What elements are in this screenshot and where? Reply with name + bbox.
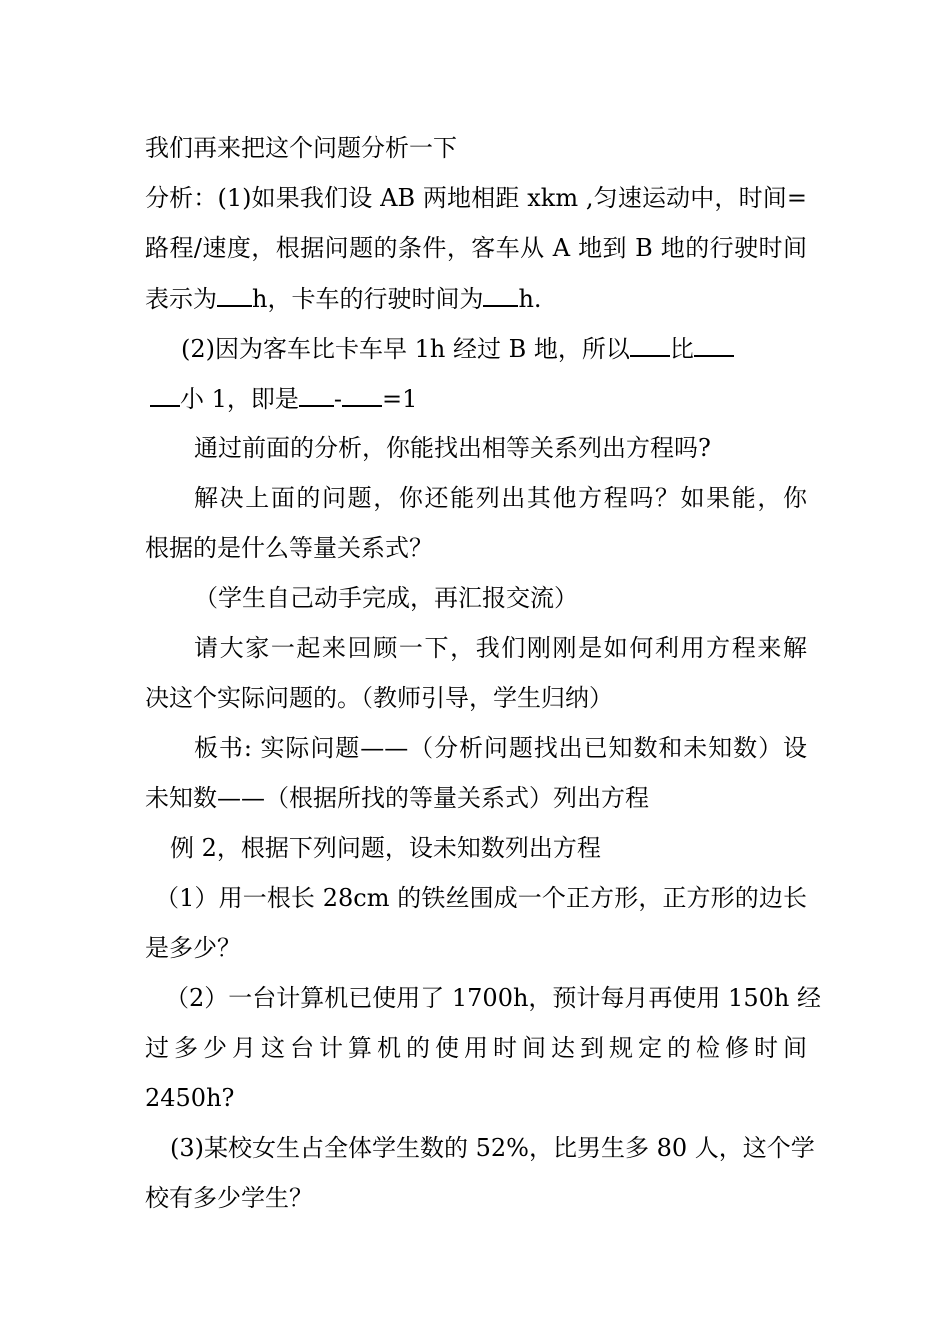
analysis-line-3-a: 表示为 <box>145 285 217 313</box>
blank-compare-2-cont[interactable] <box>150 383 180 407</box>
blank-minuend[interactable] <box>299 383 334 407</box>
analysis-line-1: 分析：(1)如果我们设 AB 两地相距 xkm ,匀速运动中，时间= <box>145 184 807 212</box>
question-2-line-1: （2）一台计算机已使用了 1700h，预计每月再使用 150h 经 <box>165 984 821 1012</box>
analysis-line-5-c: =1 <box>382 385 418 413</box>
analysis-line-3-c: h. <box>518 285 542 313</box>
question-1-line-2: 是多少？ <box>145 934 241 962</box>
blank-truck-time[interactable] <box>483 283 518 307</box>
analysis-line-3-b: h，卡车的行驶时间为 <box>252 285 484 313</box>
question-2-line-3: 2450h? <box>145 1084 235 1112</box>
find-relation-line: 通过前面的分析，你能找出相等关系列出方程吗? <box>194 434 711 462</box>
board-line-2: 未知数——（根据所找的等量关系式）列出方程 <box>145 784 649 812</box>
example-title: 例 2，根据下列问题，设未知数列出方程 <box>170 834 601 862</box>
blank-compare-1[interactable] <box>630 333 670 357</box>
board-line-1: 板书: 实际问题——（分析问题找出已知数和未知数）设 <box>194 734 807 762</box>
intro-line: 我们再来把这个问题分析一下 <box>145 134 457 162</box>
other-equations-line-1: 解决上面的问题，你还能列出其他方程吗？如果能，你 <box>194 484 807 512</box>
analysis-line-4-b: 比 <box>669 335 694 363</box>
blank-bus-time[interactable] <box>217 283 252 307</box>
students-line: （学生自己动手完成，再汇报交流） <box>194 584 578 612</box>
analysis-line-4 <box>181 333 734 363</box>
analysis-line-3 <box>145 283 542 313</box>
question-1-line-1: （1）用一根长 28cm 的铁丝围成一个正方形，正方形的边长 <box>155 884 807 912</box>
question-2-line-2: 过多少月这台计算机的使用时间达到规定的检修时间 <box>145 1034 807 1062</box>
blank-subtrahend[interactable] <box>342 383 382 407</box>
review-line-2: 决这个实际问题的。（教师引导，学生归纳） <box>145 684 613 712</box>
question-3-line-2: 校有多少学生？ <box>145 1184 313 1212</box>
analysis-line-5-b: - <box>333 385 343 413</box>
analysis-line-5-a: 小 1，即是 <box>180 385 299 413</box>
question-3-line-1: (3)某校女生占全体学生数的 52%，比男生多 80 人，这个学 <box>170 1134 815 1162</box>
analysis-line-4-a: (2)因为客车比卡车早 1h 经过 B 地，所以 <box>181 335 630 363</box>
analysis-line-2: 路程/速度，根据问题的条件，客车从 A 地到 B 地的行驶时间 <box>145 234 807 262</box>
other-equations-line-2: 根据的是什么等量关系式？ <box>145 534 433 562</box>
blank-compare-2[interactable] <box>694 333 734 357</box>
analysis-line-5 <box>150 383 417 413</box>
review-line-1: 请大家一起来回顾一下，我们刚刚是如何利用方程来解 <box>194 634 807 662</box>
